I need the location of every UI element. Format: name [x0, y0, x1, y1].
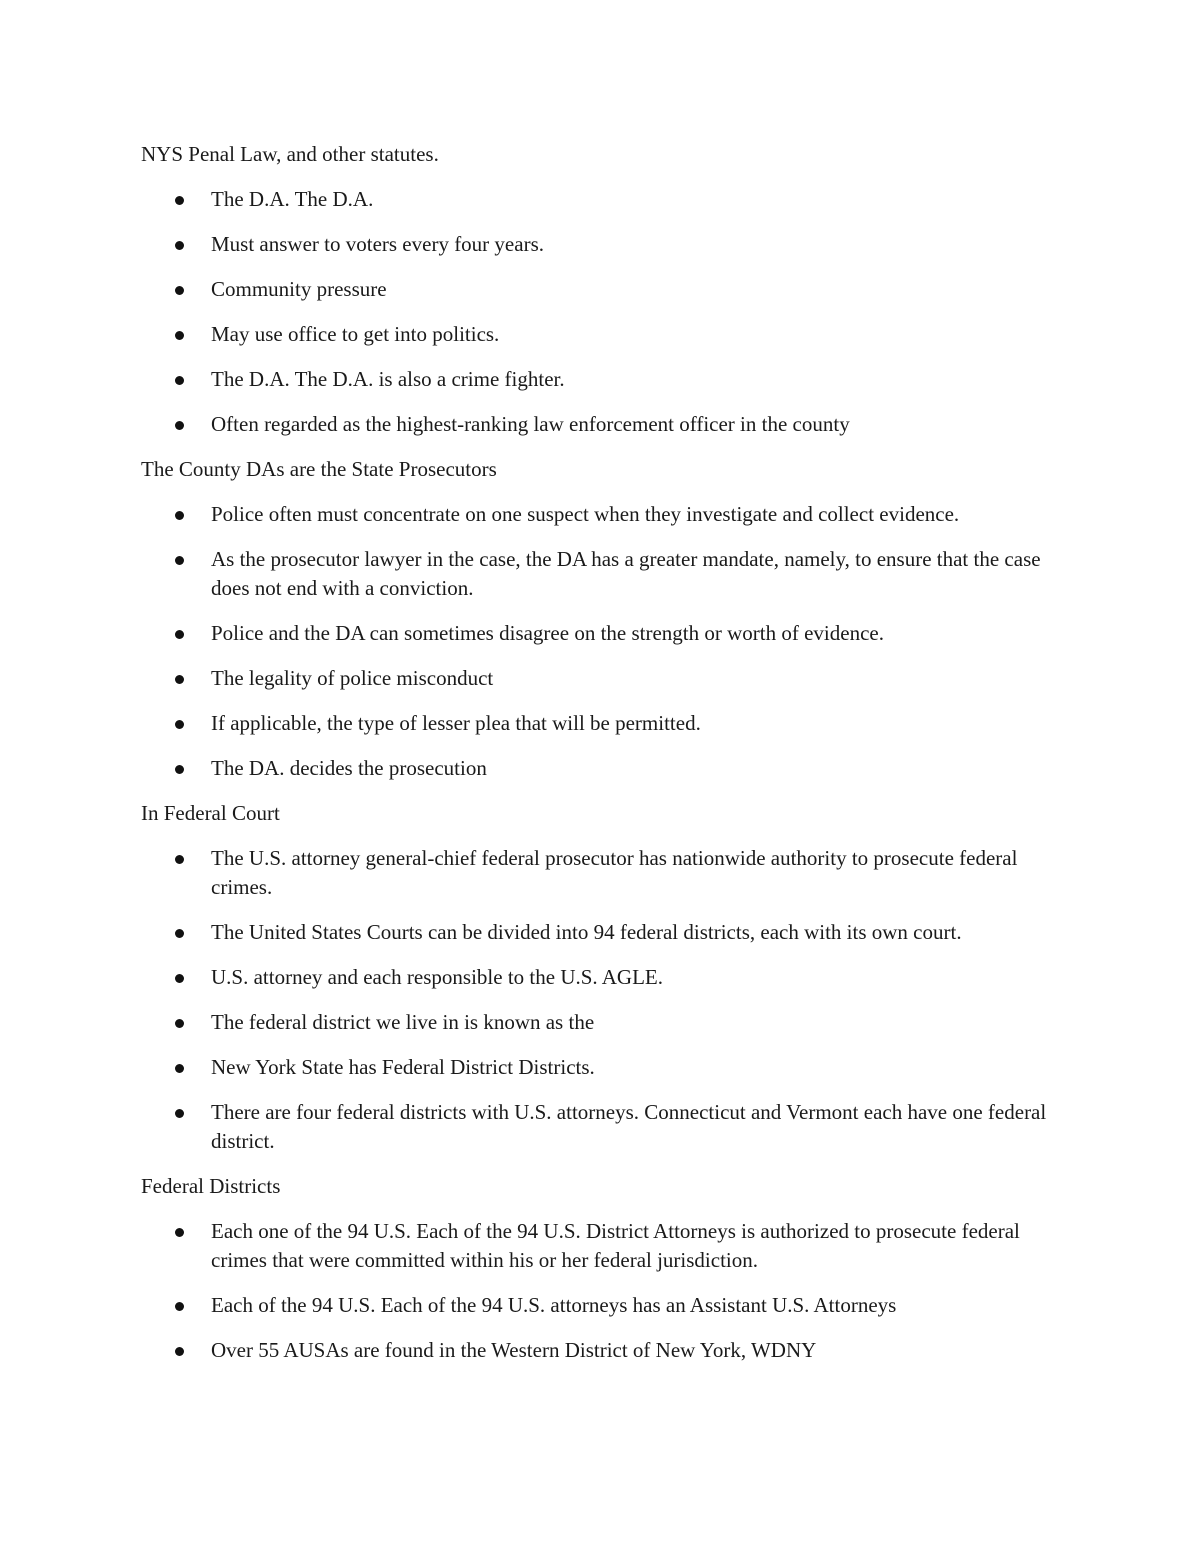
list-item [141, 545, 1081, 603]
section-heading: NYS Penal Law, and other statutes. [141, 142, 439, 166]
bullet-icon [175, 331, 184, 340]
list-item-text: Must answer to voters every four years. [211, 232, 544, 256]
list-item [141, 185, 1081, 214]
list-item-text: The D.A. The D.A. [211, 187, 374, 211]
section-heading: Federal Districts [141, 1174, 281, 1198]
bullet-icon [175, 720, 184, 729]
bullet-icon [175, 511, 184, 520]
bullet-icon [175, 376, 184, 385]
list-item-text: Over 55 AUSAs are found in the Western District of New York, WDNY [211, 1338, 817, 1362]
bullet-icon [175, 1064, 184, 1073]
bullet-icon [175, 765, 184, 774]
list-item-text: There are four federal districts with U.S. attorneys. Connecticut and Vermont each have one federal district. [211, 1100, 1047, 1153]
list-item-text: The DA. decides the prosecution [211, 756, 487, 780]
list-item-text: If applicable, the type of lesser plea that will be permitted. [211, 711, 701, 735]
list-item [141, 754, 1081, 783]
list-item-text: As the prosecutor lawyer in the case, the DA has a greater mandate, namely, to ensure that the case does not end with a conviction. [211, 547, 1041, 600]
list-item [141, 500, 1081, 529]
list-item [141, 664, 1081, 693]
list-item-text: Each of the 94 U.S. Each of the 94 U.S. attorneys has an Assistant U.S. Attorneys [211, 1293, 897, 1317]
list-item [141, 365, 1081, 394]
list-item [141, 709, 1081, 738]
list-item-text: May use office to get into politics. [211, 322, 500, 346]
bullet-icon [175, 974, 184, 983]
list-item [141, 1291, 1081, 1320]
section-heading: The County DAs are the State Prosecutors [141, 457, 497, 481]
list-item [141, 1098, 1081, 1156]
list-item-text: U.S. attorney and each responsible to the U.S. AGLE. [211, 965, 663, 989]
document-body [141, 140, 1081, 1381]
list-item [141, 844, 1081, 902]
list-item [141, 1217, 1081, 1275]
list-item-text: Community pressure [211, 277, 387, 301]
bullet-icon [175, 855, 184, 864]
list-item [141, 275, 1081, 304]
list-item [141, 1053, 1081, 1082]
list-item [141, 410, 1081, 439]
bullet-list [141, 844, 1081, 1156]
bullet-icon [175, 1228, 184, 1237]
bullet-list [141, 500, 1081, 783]
bullet-icon [175, 1347, 184, 1356]
bullet-icon [175, 1019, 184, 1028]
bullet-icon [175, 556, 184, 565]
list-item [141, 963, 1081, 992]
bullet-list [141, 185, 1081, 439]
list-item [141, 1008, 1081, 1037]
list-item [141, 619, 1081, 648]
list-item-text: The D.A. The D.A. is also a crime fighter. [211, 367, 565, 391]
list-item-text: Police and the DA can sometimes disagree on the strength or worth of evidence. [211, 621, 884, 645]
bullet-list [141, 1217, 1081, 1365]
bullet-icon [175, 675, 184, 684]
bullet-icon [175, 630, 184, 639]
bullet-icon [175, 1109, 184, 1118]
list-item-text: The U.S. attorney general-chief federal prosecutor has nationwide authority to prosecute federal crimes. [211, 846, 1018, 899]
list-item-text: Often regarded as the highest-ranking law enforcement officer in the county [211, 412, 850, 436]
list-item [141, 230, 1081, 259]
bullet-icon [175, 196, 184, 205]
bullet-icon [175, 1302, 184, 1311]
section-heading: In Federal Court [141, 801, 280, 825]
list-item-text: The United States Courts can be divided into 94 federal districts, each with its own court. [211, 920, 962, 944]
list-item-text: The federal district we live in is known as the [211, 1010, 595, 1034]
list-item-text: The legality of police misconduct [211, 666, 494, 690]
list-item-text: Police often must concentrate on one suspect when they investigate and collect evidence. [211, 502, 960, 526]
list-item-text: New York State has Federal District Districts. [211, 1055, 595, 1079]
bullet-icon [175, 241, 184, 250]
list-item [141, 320, 1081, 349]
bullet-icon [175, 286, 184, 295]
list-item [141, 918, 1081, 947]
list-item-text: Each one of the 94 U.S. Each of the 94 U.S. District Attorneys is authorized to prosecute federal crimes that were committed within his or her federal jurisdiction. [211, 1219, 1020, 1272]
bullet-icon [175, 421, 184, 430]
list-item [141, 1336, 1081, 1365]
bullet-icon [175, 929, 184, 938]
